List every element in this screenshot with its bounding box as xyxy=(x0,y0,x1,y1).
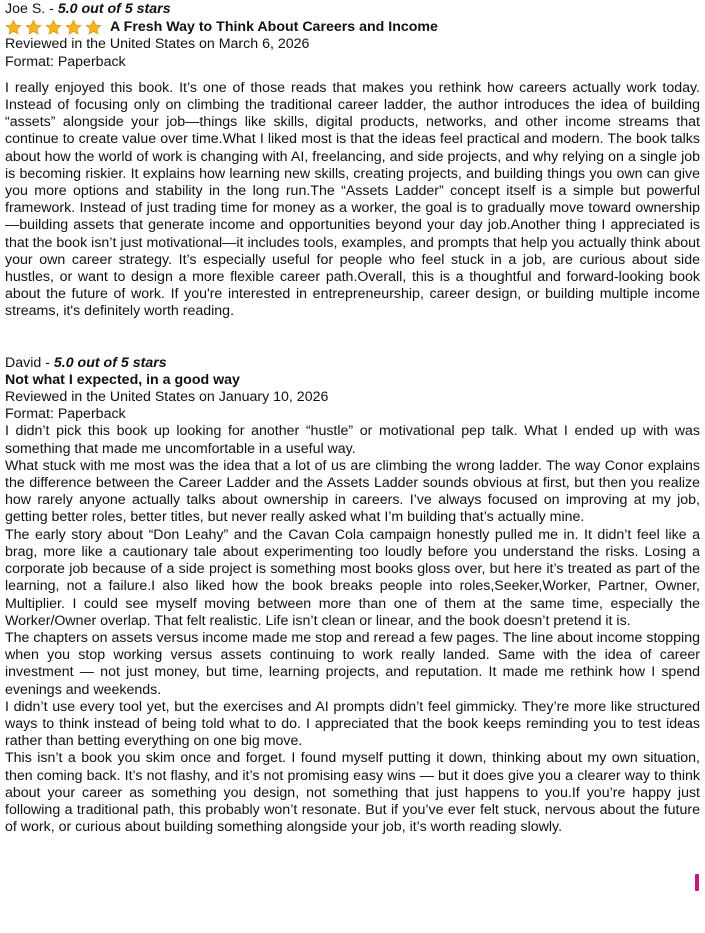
review-title[interactable]: A Fresh Way to Think About Careers and Income xyxy=(110,19,438,36)
review-title[interactable]: Not what I expected, in a good way xyxy=(5,371,240,388)
review-paragraph: This isn’t a book you skim once and forget. I found myself putting it down, thinking about my own situation, then coming back. It’s not flashy, and it’s not promising easy wins — but it does give you a clearer way to think about your career as something you design, not something that just happens to you.If you’re happy just following a traditional path, this probably won’t resonate. But if you’ve ever felt stuck, nervous about the future of work, or curious about building something alongside your job, it’s worth reading slowly. xyxy=(5,750,700,836)
reviewer-separator: - xyxy=(45,1,58,17)
star-icon xyxy=(45,19,62,36)
review-title-line xyxy=(5,19,700,36)
review-paragraph: I didn’t use every tool yet, but the exercises and AI prompts didn’t feel gimmicky. They’re more like structured ways to think instead of being told what to do. I appreciated that the book keeps reminding you to test ideas rather than betting everything on one big move. xyxy=(5,698,700,750)
review-format: Format: Paperback xyxy=(5,406,126,423)
star-icon xyxy=(85,19,102,36)
reviewer-name[interactable]: David xyxy=(5,354,42,371)
review-paragraph: What stuck with me most was the idea that a lot of us are climbing the wrong ladder. The way Conor explains the difference between the Career Ladder and the Assets Ladder sounds obvious at first, but then you realize how rarely anyone actually talks about ownership in careers. I’ve always focused on improving at my job, getting better roles, better titles, but never really asked what I’m building that’s actually mine. xyxy=(5,457,700,526)
review-format: Format: Paperback xyxy=(5,53,126,70)
review-card xyxy=(5,1,700,321)
review-card xyxy=(5,355,700,837)
reviews-page xyxy=(0,1,705,836)
reviewer-name[interactable]: Joe S. xyxy=(5,1,46,17)
review-paragraph: I really enjoyed this book. It’s one of those reads that makes you rethink how careers actually work today. Instead of focusing only on climbing the traditional career ladder, the author introduces the idea of building “assets” alongside your job—things like skills, digital products, networks, and other income streams that continue to create value over time.What I liked most is that the ideas feel practical and modern. The book talks about how the world of work is changing with AI, freelancing, and side projects, and why relying on a single job is becoming riskier. It explains how learning new skills, creating projects, and building things you own can give you more options and stability in the long run.The “Assets Ladder” concept itself is a simple but powerful framework. Instead of just trading time for money as a worker, the goal is to gradually move toward ownership—building assets that generate income and opportunities beyond your day job.Another thing I appreciated is that the book isn’t just motivational—it includes tools, examples, and prompts that help you actually think about your own career strategy. It’s especially useful for people who feel stuck in a job, are curious about side hustles, or want to design a more flexible career path.Overall, this is a thoughtful and forward-looking book about the future of work. If you're interested in entrepreneurship, career design, or building multiple income streams, it's definitely worth reading. xyxy=(5,79,700,320)
review-body xyxy=(5,423,700,836)
text-cursor-marker xyxy=(695,874,699,891)
rating-text: 5.0 out of 5 stars xyxy=(57,1,171,17)
reviewer-line xyxy=(5,355,700,372)
review-paragraph: The early story about “Don Leahy” and the Cavan Cola campaign honestly pulled me in. It didn’t feel like a brag, more like a cautionary tale about experimenting too loudly before you understand the risks. Losing a corporate job because of a side project is something most books gloss over, but here it’s treated as part of the learning, not a failure.I also liked how the book breaks people into roles,Seeker,Worker, Partner, Owner, Multiplier. I could see myself moving between more than one of them at the same time, especially the Worker/Owner overlap. That felt realistic. Life isn’t clean or linear, and the book doesn’t pretend it is. xyxy=(5,526,700,629)
review-date: Reviewed in the United States on January 10, 2026 xyxy=(5,389,329,406)
star-rating[interactable] xyxy=(5,19,105,36)
star-icon xyxy=(5,19,22,36)
review-paragraph: I didn’t pick this book up looking for another “hustle” or motivational pep talk. What I ended up with was something that made me uncomfortable in a useful way. xyxy=(5,423,700,457)
review-date: Reviewed in the United States on March 6, 2026 xyxy=(5,36,310,53)
star-icon xyxy=(65,19,82,36)
star-icon xyxy=(25,19,42,36)
review-body xyxy=(5,80,700,321)
review-paragraph: The chapters on assets versus income made me stop and reread a few pages. The line about income stopping when you stop working versus assets continuing to work really landed. Same with the idea of career investment — not just money, but time, learning projects, and reputation. It made me rethink how I spend evenings and weekends. xyxy=(5,629,700,698)
reviewer-line xyxy=(5,1,700,18)
rating-text: 5.0 out of 5 stars xyxy=(53,354,167,371)
reviewer-separator: - xyxy=(41,354,54,371)
